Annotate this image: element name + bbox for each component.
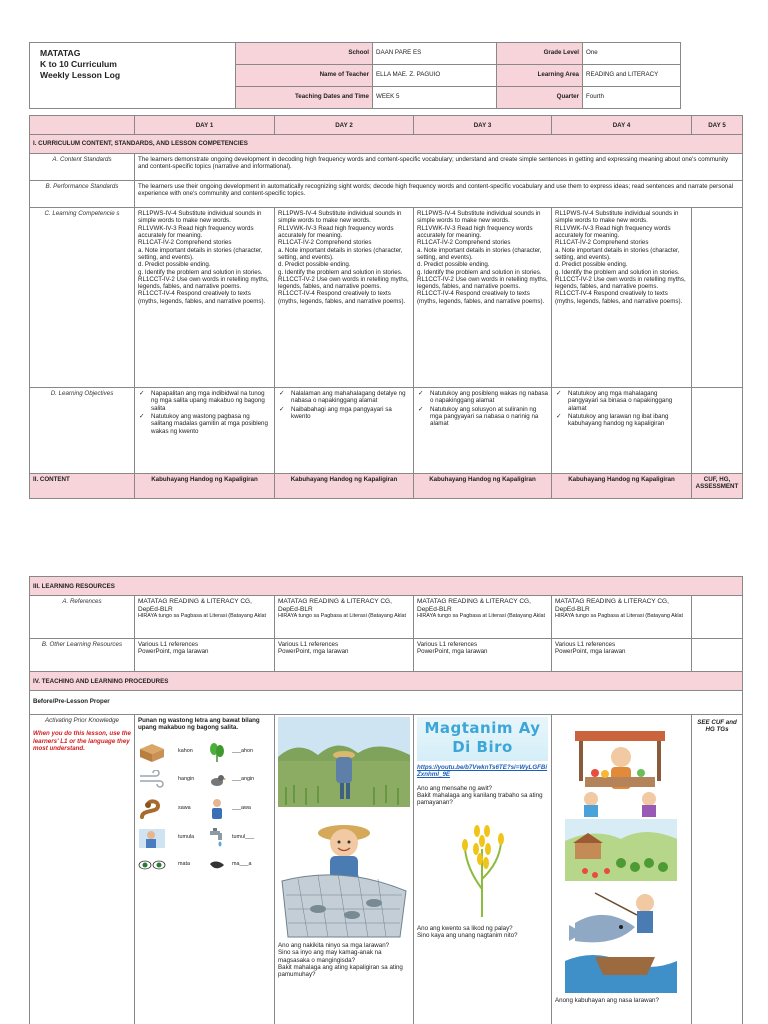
box-icon [138, 741, 166, 763]
references-day-2: MATATAG READING & LITERACY CG, DepEd-BLR HIRAYA tungo sa Pagbasa at Literasi (Batayang Aklat [275, 596, 414, 639]
content-standards-label: A. Content Standards [30, 154, 135, 181]
performance-standards-text: The learners use their ongoing development in automatically recognizing sight words; decode high frequency words and content-specific vocabulary and use them to express ideas; read sentences and narrate personal experience with one's community and content-specific topics. [135, 181, 743, 208]
other-resources-day-4: Various L1 references PowerPoint, mga larawan [552, 639, 692, 672]
other-resources-day-1: Various L1 references PowerPoint, mga larawan [135, 639, 275, 672]
fishing-image [565, 883, 677, 993]
quarter-value: Fourth [583, 87, 681, 109]
song-video-link[interactable]: https://youtu.be/b7VwknTs6TE?si=WyLGFBiZxnhml_9E [417, 764, 548, 779]
teacher-label: Name of Teacher [236, 65, 373, 87]
content-day-2: Kabuhayang Handog ng Kapaligiran [275, 474, 414, 499]
competencies-day-4: RL1PWS-IV-4 Substitute individual sounds in simple words to make new words. RL1VWK-IV-3 Read high frequency words accurately for meaning. RL1CAT-IV-2 Comprehend stories a. Note important details in stories (character, setting, and events). d. Predict possible ending. g. Identify the problem and solution in stories. RL1CCT-IV-2 Use own words in retelling myths, legends, fables, and narrative poems. RL1CCT-IV-4 Respond creatively to texts (myths, legends, fables, and narrative poems). [552, 208, 692, 388]
day-4-activity [552, 715, 692, 1024]
quarter-label: Quarter [497, 87, 583, 109]
section-resources-title: III. LEARNING RESOURCES [30, 577, 743, 596]
word-row: sawa ___awa [138, 794, 271, 824]
word-row: kahon ___ahon [138, 738, 271, 766]
objective-item: ✓ Natutukoy ang wastong pagbasa ng salitang madalas gamitin at mga posibleng wakas ng kwento [138, 413, 271, 435]
day-5-activity [692, 715, 743, 1024]
section-procedures-title: IV. TEACHING AND LEARNING PROCEDURES [30, 672, 743, 691]
dates-value: WEEK 5 [373, 87, 497, 109]
resources-procedures-table [29, 576, 743, 1024]
day-1-header: DAY 1 [135, 116, 275, 135]
competencies-day-2: RL1PWS-IV-4 Substitute individual sounds in simple words to make new words. RL1VWK-IV-3 Read high frequency words accurately for meaning. RL1CAT-IV-2 Comprehend stories a. Note important details in stories (character, setting, and events). d. Predict possible ending. g. Identify the problem and solution in stories. RL1CCT-IV-2 Use own words in retelling myths, legends, fables, and narrative poems. RL1CCT-IV-4 Respond creatively to texts (myths, legends, fables, and narrative poems). [275, 208, 414, 388]
content-label: II. CONTENT [30, 474, 135, 499]
day-1-activity [135, 715, 275, 1024]
day-3-palay-questions: Ano ang kwento sa likod ng palay? Sino kaya ang unang nagtanim nito? [417, 924, 518, 939]
area-label: Learning Area [497, 65, 583, 87]
day-3-header: DAY 3 [414, 116, 552, 135]
day-2-activity [275, 715, 414, 1024]
other-resources-label: B. Other Learning Resources [30, 639, 135, 672]
other-resources-day-2: Various L1 references PowerPoint, mga larawan [275, 639, 414, 672]
bird-icon [208, 771, 226, 789]
content-day-5: CUF, HG, ASSESSMENT [692, 474, 743, 499]
objective-item: ✓ Natutukoy ang larawan ng ibat ibang kabuhayang handog ng kapaligiran [555, 413, 688, 428]
farm-image [565, 819, 677, 881]
objective-item: ✓ Nalalaman ang mahahalagang detalye ng nabasa o napakinggang alamat [278, 390, 410, 405]
word-row: tumula tumul___ [138, 824, 271, 852]
rice-stalk-image [447, 819, 517, 919]
objective-item: ✓ Natutukoy ang posibleng wakas ng nabasa o napakinggang alamat [417, 390, 548, 405]
rice-field-image [278, 717, 410, 807]
lesson-log-table [29, 115, 743, 499]
vendors-image [565, 717, 677, 817]
competencies-day-1: RL1PWS-IV-4 Substitute individual sounds in simple words to make new words. RL1VWK-IV-3 Read high frequency words accurately for meaning. RL1CAT-IV-2 Comprehend stories a. Note important details in stories (character, setting, and events). d. Predict possible ending. g. Identify the problem and solution in stories. RL1CCT-IV-2 Use own words in retelling myths, legends, fables, and narrative poems. RL1CCT-IV-4 Respond creatively to texts (myths, legends, fables, and narrative poems). [135, 208, 275, 388]
word-grid [138, 738, 271, 878]
before-lesson-label: Before/Pre-Lesson Proper [30, 691, 743, 715]
references-day-3: MATATAG READING & LITERACY CG, DepEd-BLR HIRAYA tungo sa Pagbasa at Literasi (Batayang Aklat [414, 596, 552, 639]
content-day-3: Kabuhayang Handog ng Kapaligiran [414, 474, 552, 499]
objective-item: ✓ Natutukoy ang mga mahalagang pangyayari sa binasa o napakinggang alamat [555, 390, 688, 412]
day-2-questions: Ano ang nakikita ninyo sa mga larawan? Sino sa inyo ang may kamag-anak na magsasaka o mangingisda? Bakit mahalaga ang ating kapaligiran sa ating pamumuhay? [278, 942, 403, 979]
other-resources-day-3: Various L1 references PowerPoint, mga larawan [414, 639, 552, 672]
day-5-header: DAY 5 [692, 116, 743, 135]
section-curriculum-title: I. CURRICULUM CONTENT, STANDARDS, AND LESSON COMPETENCIES [30, 135, 743, 154]
objective-item: ✓ Napapalitan ang mga indibidwal na tunog ng mga salita upang makabuo ng bagong salita [138, 390, 271, 412]
curriculum-title: MATATAG K to 10 Curriculum Weekly Lesson Log [30, 43, 236, 109]
grade-value: One [583, 43, 681, 65]
area-value: READING and LITERACY [583, 65, 681, 87]
references-day-1: MATATAG READING & LITERACY CG, DepEd-BLR HIRAYA tungo sa Pagbasa at Literasi (Batayang Aklat [135, 596, 275, 639]
grade-label: Grade Level [497, 43, 583, 65]
day-2-header: DAY 2 [275, 116, 414, 135]
objective-item: ✓ Natutukoy ang solusyon at suliranin ng mga pangyayari sa nabasa o narinig na alamat [417, 406, 548, 428]
competencies-day-3: RL1PWS-IV-4 Substitute individual sounds in simple words to make new words. RL1VWK-IV-3 Read high frequency words accurately for meaning. RL1CAT-IV-2 Comprehend stories a. Note important details in stories (character, setting, and events). d. Predict possible ending. g. Identify the problem and solution in stories. RL1CCT-IV-2 Use own words in retelling myths, legends, fables, and narrative poems. RL1CCT-IV-4 Respond creatively to texts (myths, legends, fables, and narrative poems). [414, 208, 552, 388]
prior-knowledge-cell [30, 715, 135, 1024]
school-label: School [236, 43, 373, 65]
objectives-day-3 [414, 388, 552, 474]
performance-standards-label: B. Performance Standards [30, 181, 135, 208]
school-value: DAAN PARE ES [373, 43, 497, 65]
song-title: Magtanim Ay Di Biro [424, 719, 541, 756]
day-3-activity [414, 715, 552, 1024]
objectives-day-1 [135, 388, 275, 474]
references-day-4: MATATAG READING & LITERACY CG, DepEd-BLR HIRAYA tungo sa Pagbasa at Literasi (Batayang Aklat [552, 596, 692, 639]
references-label: A. References [30, 596, 135, 639]
song-banner [417, 717, 548, 761]
wind-icon [138, 770, 166, 790]
fisherman-image [278, 809, 410, 939]
dates-label: Teaching Dates and Time [236, 87, 373, 109]
word-row: mata ma___a [138, 852, 271, 878]
reciting-child-icon [138, 827, 166, 849]
header-table [29, 42, 681, 109]
day-3-song-questions: Ano ang mensahe ng awit? Bakit mahalaga ang kanilang trabaho sa ating pamayanan? [417, 784, 543, 807]
objectives-label: D. Learning Objectives [30, 388, 135, 474]
content-standards-text: The learners demonstrate ongoing development in decoding high frequency words and content-specific vocabulary; understand and create simple sentences in getting and expressing meaning about one's community and content-specific topics (narrative and informational). [135, 154, 743, 181]
snake-icon [138, 797, 166, 821]
day-1-instruction: Punan ng wastong letra ang bawat bilang upang makabuo ng bagong salita. [138, 717, 260, 732]
faucet-icon [208, 827, 226, 849]
person-icon [208, 798, 226, 820]
competencies-label: C. Learning Competencie s [30, 208, 135, 388]
word-row: hangin ___angin [138, 766, 271, 794]
day-4-header: DAY 4 [552, 116, 692, 135]
day-5-note: SEE CUF and HG TGs [697, 719, 737, 734]
content-day-1: Kabuhayang Handog ng Kapaligiran [135, 474, 275, 499]
content-day-4: Kabuhayang Handog ng Kapaligiran [552, 474, 692, 499]
objectives-day-4 [552, 388, 692, 474]
prior-knowledge-label: Activating Prior Knowledge [45, 717, 119, 724]
plant-icon [208, 741, 226, 763]
l1-note: When you do this lesson, use the learners' L1 or the language they most understand. [33, 730, 131, 752]
day-4-question: Anong kabuhayan ang nasa larawan? [555, 997, 659, 1004]
map-icon [208, 858, 226, 872]
objective-item: ✓ Naibabahagi ang mga pangyayari sa kwento [278, 406, 410, 421]
teacher-value: ELLA MAE. Z. PAGUIO [373, 65, 497, 87]
objectives-day-2 [275, 388, 414, 474]
eyes-icon [138, 858, 166, 872]
